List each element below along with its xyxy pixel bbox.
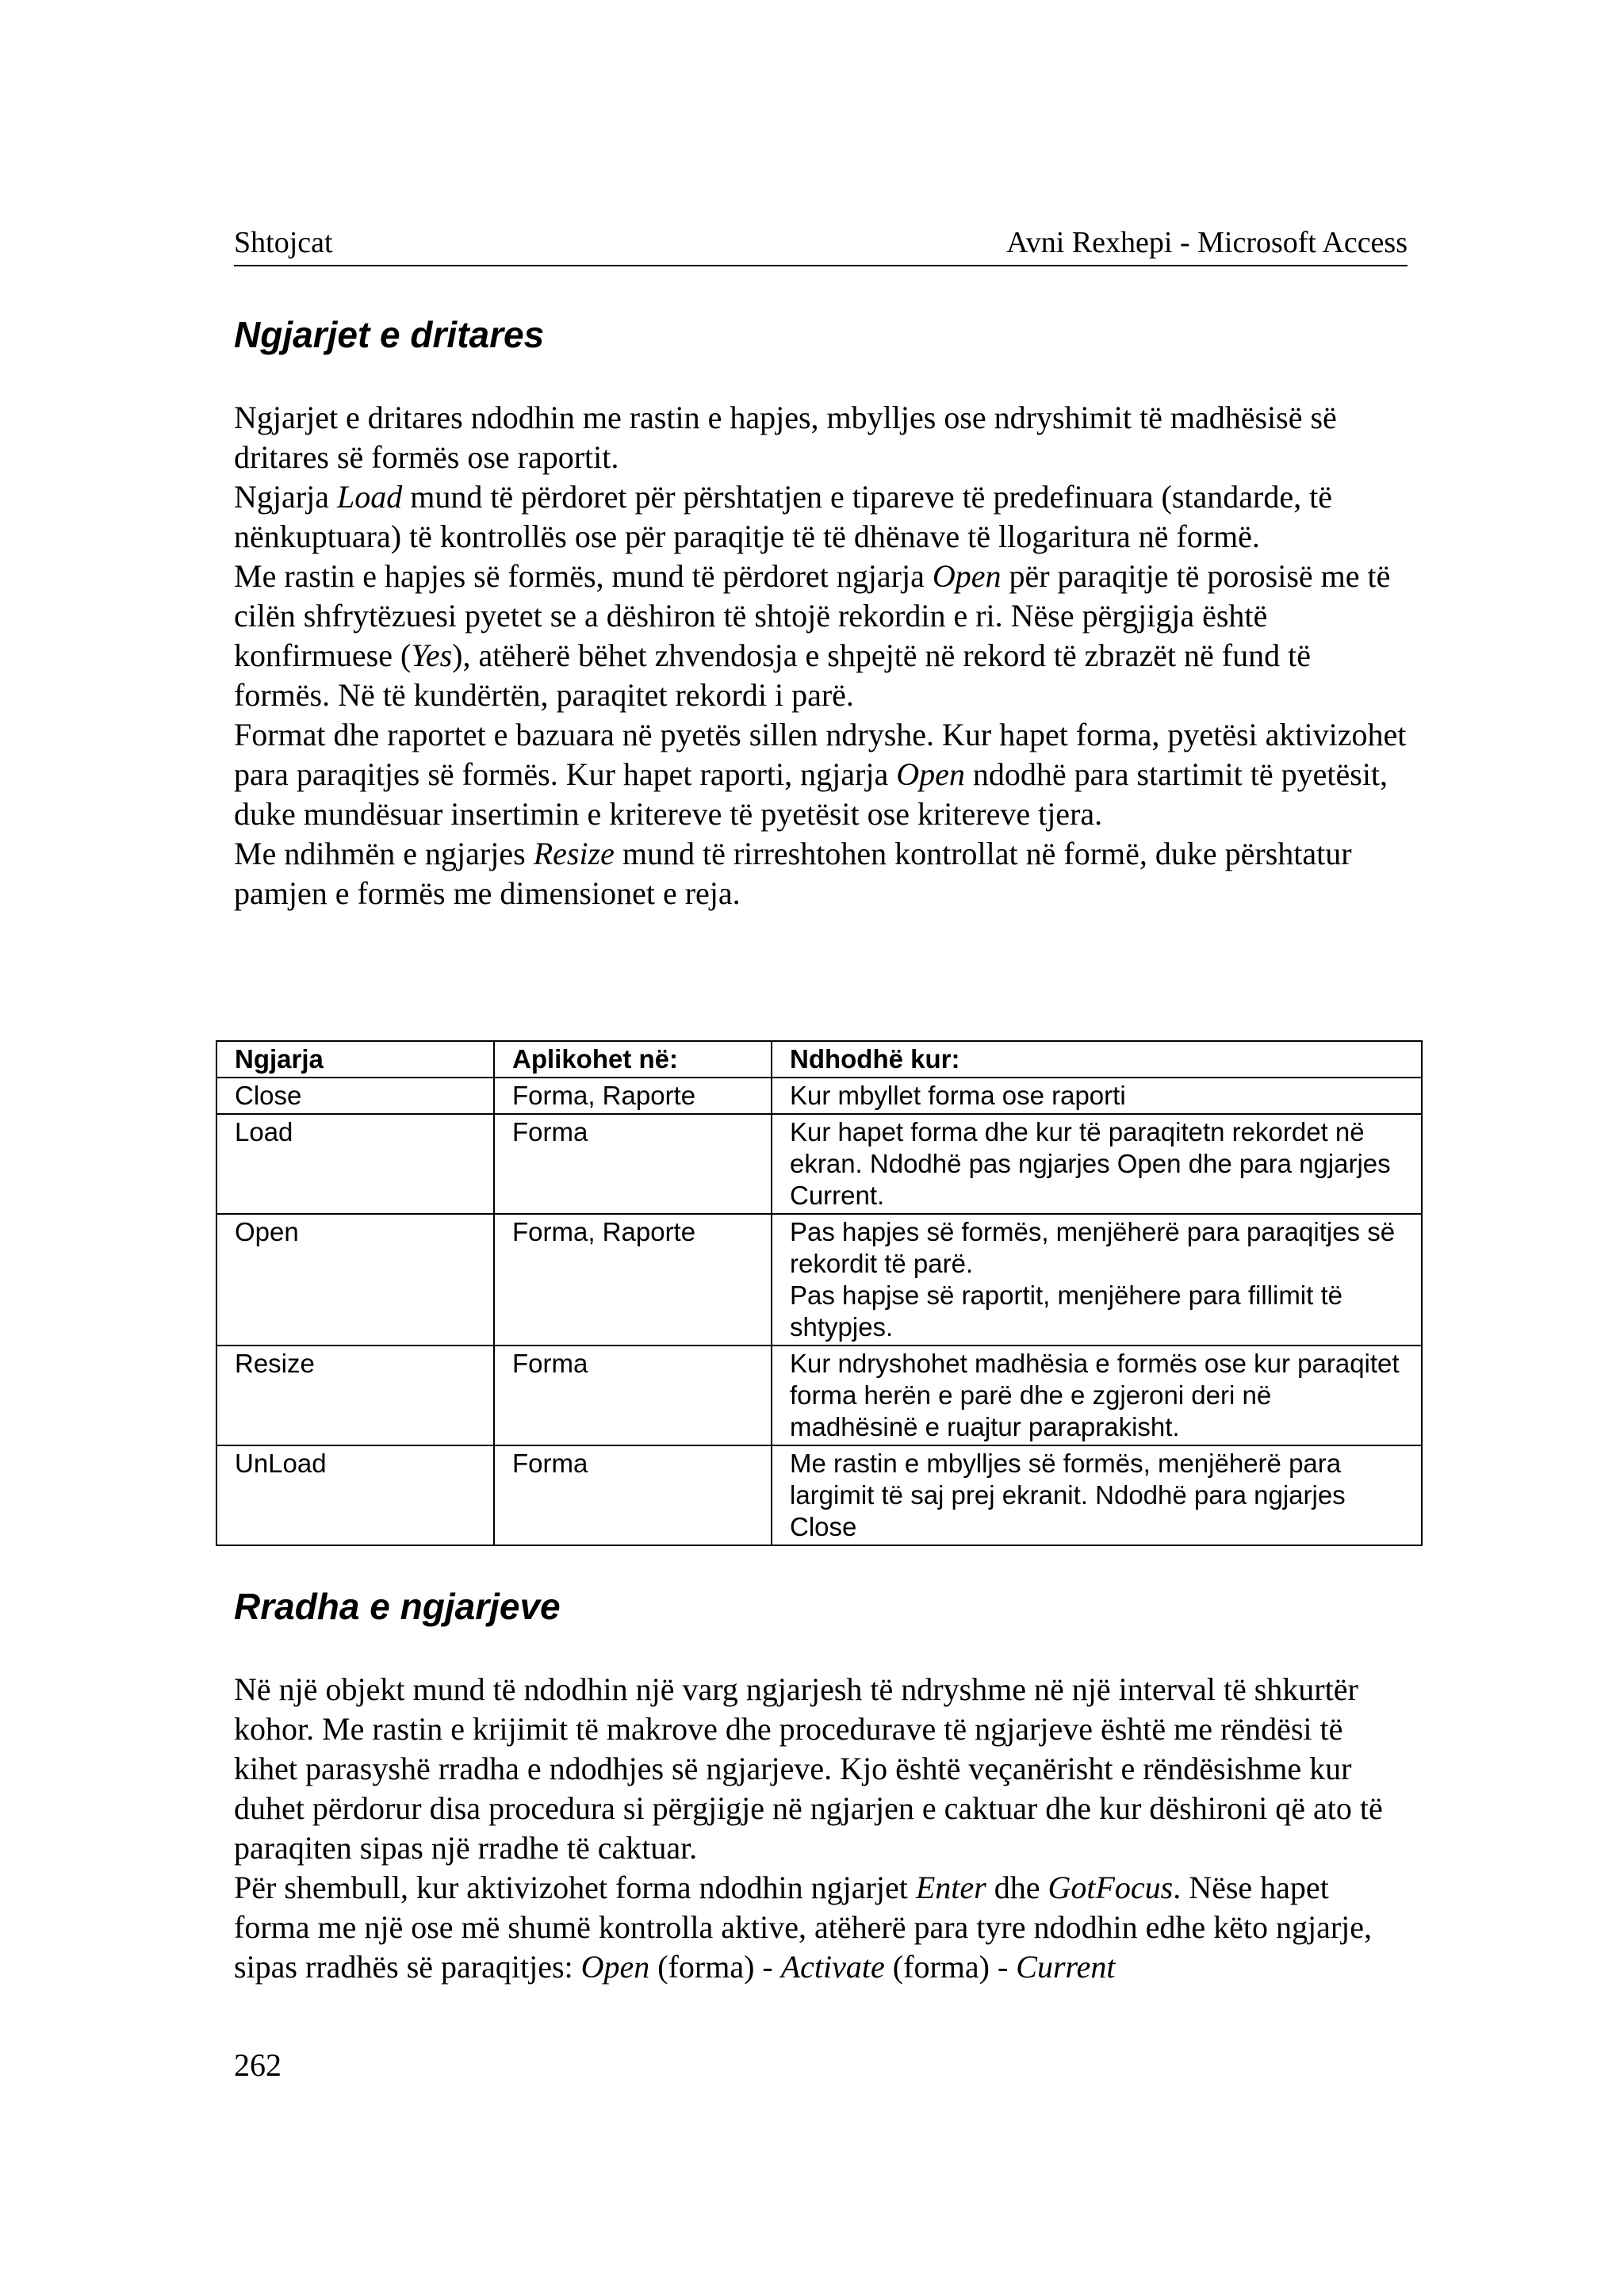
text-run: ndodhë para startimit të pyetësit, duke mundësuar insertimin e kritereve të pyetësit ose kritereve tjera.	[234, 756, 1388, 832]
cell-event: Close	[216, 1078, 494, 1114]
italic-term: Open	[580, 1949, 650, 1985]
paragraph	[234, 715, 1408, 834]
cell-event: Load	[216, 1114, 494, 1214]
running-header	[234, 220, 1408, 266]
section-heading-window-events: Ngjarjet e dritares	[234, 314, 545, 355]
text-run: Me rastin e hapjes së formës, mund të përdoret ngjarja	[234, 558, 933, 594]
paragraph	[234, 1868, 1408, 1987]
text-run: mund të rirreshtohen kontrollat në formë, duke përshtatur pamjen e formës me dimensionet e reja.	[234, 836, 1352, 911]
italic-term: Enter	[915, 1870, 986, 1905]
section-heading-event-order: Rradha e ngjarjeve	[234, 1586, 561, 1627]
italic-term: Current	[1016, 1949, 1116, 1985]
section-body-window-events	[234, 398, 1408, 913]
text-run: Ngjarja	[234, 479, 337, 515]
text-run: Në një objekt mund të ndodhin një varg ngjarjesh të ndryshme në një interval të shkurtër kohor. Me rastin e krijimit të makrove dhe procedurave të ngjarjeve është me rëndësi të kihet parasyshë rradha e ndodhjes së ngjarjeve. Kjo është veçanërisht e rëndësishme kur duhet përdorur disa procedura si përgjigje në ngjarjen e caktuar dhe kur dëshironi që ato të paraqiten sipas një rradhe të caktuar.	[234, 1671, 1383, 1866]
paragraph	[234, 557, 1408, 715]
column-header-event: Ngjarja	[216, 1041, 494, 1078]
table-row	[216, 1214, 1422, 1346]
text-run: (forma) -	[649, 1949, 781, 1985]
section-body-event-order	[234, 1670, 1408, 1987]
cell-line: Pas hapjes së formës, menjëherë para paraqitjes së rekordit të parë.	[790, 1217, 1396, 1278]
cell-line: Pas hapjse së raportit, menjëhere para fillimit të shtypjes.	[790, 1280, 1342, 1342]
table-row	[216, 1078, 1422, 1114]
italic-term: Load	[336, 479, 403, 515]
cell-event: Resize	[216, 1346, 494, 1445]
paragraph	[234, 834, 1408, 913]
italic-term: GotFocus	[1048, 1870, 1174, 1905]
header-chapter: Shtojcat	[234, 226, 333, 259]
cell-occurs-when: Me rastin e mbylljes së formës, menjëherë para largimit të saj prej ekranit. Ndodhë para ngjarjes Close	[772, 1445, 1422, 1545]
cell-applies-to: Forma, Raporte	[494, 1214, 772, 1346]
table-row	[216, 1346, 1422, 1445]
cell-event: Open	[216, 1214, 494, 1346]
cell-occurs-when: Kur hapet forma dhe kur të paraqitetn rekordet në ekran. Ndodhë pas ngjarjes Open dhe para ngjarjes Current.	[772, 1114, 1422, 1214]
paragraph	[234, 477, 1408, 557]
text-run: për paraqitje të porosisë me të cilën shfrytëzuesi pyetet se a dëshiron të shtojë rekordin e ri. Nëse përgjigja është konfirmuese (	[234, 558, 1391, 673]
cell-applies-to: Forma, Raporte	[494, 1078, 772, 1114]
italic-term: Open	[932, 558, 1002, 594]
paragraph	[234, 1670, 1408, 1868]
text-run: dhe	[986, 1870, 1048, 1905]
column-header-occurs-when: Ndhodhë kur:	[772, 1041, 1422, 1078]
text-run: (forma) -	[884, 1949, 1017, 1985]
text-run: Ngjarjet e dritares ndodhin me rastin e hapjes, mbylljes ose ndryshimit të madhësisë së dritares së formës ose raportit.	[234, 400, 1337, 475]
text-run: Për shembull, kur aktivizohet forma ndodhin ngjarjet	[234, 1870, 916, 1905]
text-run: mund të përdoret për përshtatjen e tipareve të predefinuara (standarde, të nënkuptuara) të kontrollës ose për paraqitje të të dhënave të llogaritura në formë.	[234, 479, 1332, 554]
cell-applies-to: Forma	[494, 1346, 772, 1445]
text-run: . Nëse hapet forma me një ose më shumë kontrolla aktive, atëherë para tyre ndodhin edhe këto ngjarje, sipas rradhës së paraqitjes:	[234, 1870, 1373, 1985]
cell-event: UnLoad	[216, 1445, 494, 1545]
cell-occurs-when	[772, 1214, 1422, 1346]
cell-occurs-when: Kur ndryshohet madhësia e formës ose kur paraqitet forma herën e parë dhe e zgjeroni deri në madhësinë e ruajtur paraprakisht.	[772, 1346, 1422, 1445]
italic-term: Yes	[411, 637, 453, 673]
events-table-header	[216, 1041, 1422, 1078]
paragraph	[234, 398, 1408, 477]
events-table-body	[216, 1078, 1422, 1545]
italic-term: Resize	[533, 836, 615, 871]
table-row	[216, 1114, 1422, 1214]
column-header-applies-to: Aplikohet në:	[494, 1041, 772, 1078]
italic-term: Open	[896, 756, 965, 792]
cell-applies-to: Forma	[494, 1114, 772, 1214]
cell-occurs-when: Kur mbyllet forma ose raporti	[772, 1078, 1422, 1114]
page-number: 262	[234, 2047, 282, 2083]
table-row	[216, 1445, 1422, 1545]
text-run: Me ndihmën e ngjarjes	[234, 836, 534, 871]
italic-term: Activate	[780, 1949, 885, 1985]
text-run: ), atëherë bëhet zhvendosja e shpejtë në rekord të zbrazët në fund të formës. Në të kundërtën, paraqitet rekordi i parë.	[234, 637, 1311, 713]
text-run: Format dhe raportet e bazuara në pyetës sillen ndryshe. Kur hapet forma, pyetësi aktivizohet para paraqitjes së formës. Kur hapet raporti, ngjarja	[234, 717, 1407, 792]
events-table	[216, 1040, 1423, 1546]
header-author-title: Avni Rexhepi - Microsoft Access	[1006, 226, 1408, 259]
cell-applies-to: Forma	[494, 1445, 772, 1545]
